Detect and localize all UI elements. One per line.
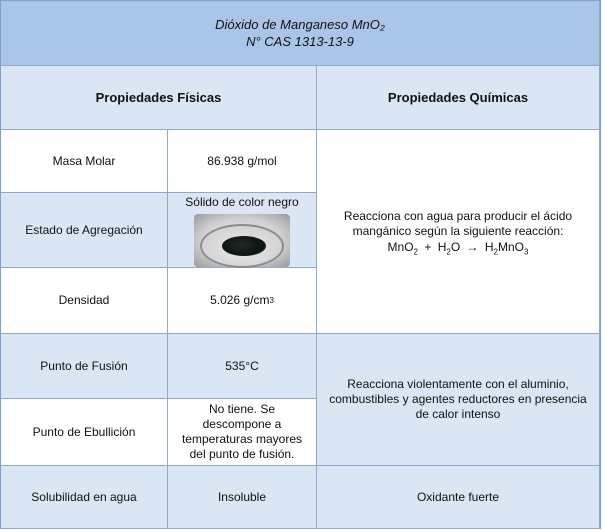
reaction-equation <box>388 240 529 255</box>
table-title <box>1 1 600 66</box>
label-density: Densidad <box>1 268 168 334</box>
eq-h: H <box>437 239 447 254</box>
eq-mno-sub: 2 <box>413 246 418 256</box>
chemical-oxidizer: Oxidante fuerte <box>317 466 600 529</box>
value-boiling-point: No tiene. Se descompone a temperaturas mayores del punto de fusión. <box>168 399 317 466</box>
eq-o: O <box>450 239 461 254</box>
state-text: Sólido de color negro <box>185 195 299 209</box>
chemical-reaction-with-water <box>317 130 600 334</box>
powder-shape <box>222 236 266 256</box>
label-water-solubility: Solubilidad en agua <box>1 466 168 529</box>
label-boiling-point: Punto de Ebullición <box>1 399 168 466</box>
label-melting-point: Punto de Fusión <box>1 334 168 399</box>
eq-product-mno: MnO <box>497 239 524 254</box>
density-value: 5.026 g/cm <box>210 293 270 307</box>
eq-product-h-sub: 2 <box>493 246 498 256</box>
header-chemical-properties: Propiedades Químicas <box>317 66 600 130</box>
cas-number: N° CAS 1313-13-9 <box>246 34 354 49</box>
eq-product-mno-sub: 3 <box>524 246 529 256</box>
label-molar-mass: Masa Molar <box>1 130 168 193</box>
value-molar-mass: 86.938 g/mol <box>168 130 317 193</box>
chemical-violent-reaction: Reacciona violentamente con el aluminio, combustibles y agentes reductores en presencia de calor intenso <box>317 334 600 466</box>
value-density: 5.026 g/cm 3 <box>168 268 317 334</box>
value-aggregation-state <box>168 193 317 268</box>
eq-product-h: H <box>484 239 494 254</box>
compound-name: Dióxido de Manganeso MnO₂ <box>215 17 385 32</box>
header-physical-properties: Propiedades Físicas <box>1 66 317 130</box>
arrow-icon: → <box>466 239 479 254</box>
black-powder-image <box>194 214 290 267</box>
value-water-solubility: Insoluble <box>168 466 317 529</box>
label-aggregation-state: Estado de Agregación <box>1 193 168 268</box>
eq-h-sub: 2 <box>446 246 451 256</box>
eq-mno: MnO <box>387 239 414 254</box>
value-melting-point: 535°C <box>168 334 317 399</box>
eq-plus: + <box>424 239 432 254</box>
reaction-description: Reacciona con agua para producir el ácido mangánico según la siguiente reacción: <box>343 208 573 238</box>
